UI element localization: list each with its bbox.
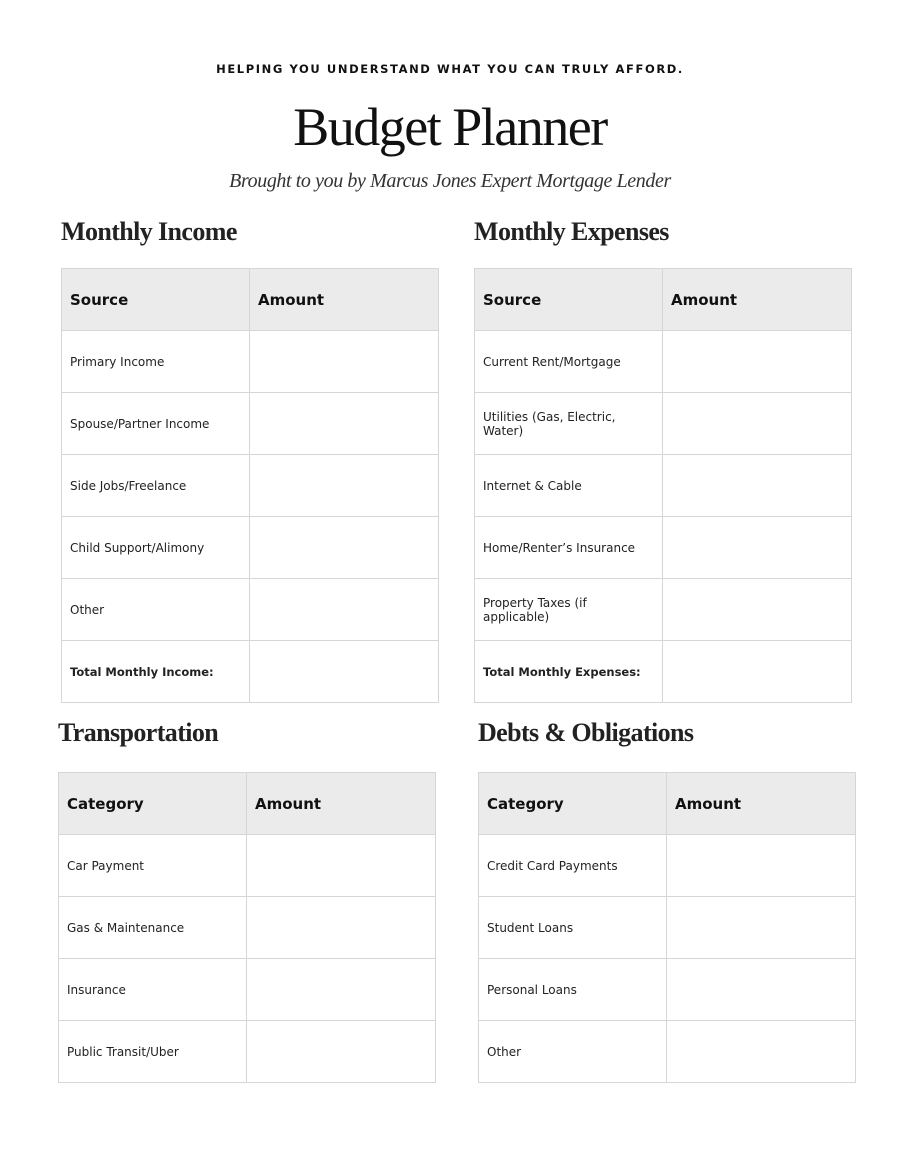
table-row bbox=[59, 835, 436, 897]
income-section bbox=[61, 216, 237, 248]
row-label: Other bbox=[479, 1021, 667, 1083]
debts-section-title: Debts & Obligations bbox=[478, 718, 694, 747]
table-row bbox=[62, 517, 439, 579]
amount-cell[interactable] bbox=[667, 897, 856, 959]
amount-cell[interactable] bbox=[663, 579, 852, 641]
total-label: Total Monthly Income: bbox=[62, 641, 250, 703]
row-label: Gas & Maintenance bbox=[59, 897, 247, 959]
income-section-title: Monthly Income bbox=[61, 217, 237, 246]
table-row bbox=[475, 393, 852, 455]
income-table bbox=[61, 268, 439, 703]
table-row bbox=[59, 1021, 436, 1083]
table-row bbox=[62, 455, 439, 517]
column-header-source: Source bbox=[475, 269, 663, 331]
table-header-row bbox=[479, 773, 856, 835]
row-label: Other bbox=[62, 579, 250, 641]
row-label: Utilities (Gas, Electric, Water) bbox=[475, 393, 663, 455]
amount-cell[interactable] bbox=[250, 455, 439, 517]
row-label: Insurance bbox=[59, 959, 247, 1021]
total-label: Total Monthly Expenses: bbox=[475, 641, 663, 703]
table-row bbox=[59, 959, 436, 1021]
transportation-table bbox=[58, 772, 436, 1083]
column-header-category: Category bbox=[59, 773, 247, 835]
table-row bbox=[475, 455, 852, 517]
row-label: Credit Card Payments bbox=[479, 835, 667, 897]
table-row bbox=[479, 959, 856, 1021]
row-label: Car Payment bbox=[59, 835, 247, 897]
total-amount-cell[interactable] bbox=[250, 641, 439, 703]
page-subtitle: Brought to you by Marcus Jones Expert Mortgage Lender bbox=[229, 170, 671, 192]
row-label: Primary Income bbox=[62, 331, 250, 393]
expenses-section-title: Monthly Expenses bbox=[474, 217, 669, 246]
amount-cell[interactable] bbox=[663, 455, 852, 517]
column-header-source: Source bbox=[62, 269, 250, 331]
amount-cell[interactable] bbox=[663, 393, 852, 455]
transportation-section bbox=[58, 717, 218, 749]
column-header-amount: Amount bbox=[250, 269, 439, 331]
amount-cell[interactable] bbox=[250, 331, 439, 393]
expenses-section bbox=[474, 216, 669, 248]
table-row bbox=[475, 517, 852, 579]
total-row bbox=[62, 641, 439, 703]
amount-cell[interactable] bbox=[247, 835, 436, 897]
amount-cell[interactable] bbox=[663, 331, 852, 393]
column-header-amount: Amount bbox=[247, 773, 436, 835]
total-amount-cell[interactable] bbox=[663, 641, 852, 703]
row-label: Spouse/Partner Income bbox=[62, 393, 250, 455]
table-row bbox=[479, 1021, 856, 1083]
row-label: Student Loans bbox=[479, 897, 667, 959]
row-label: Child Support/Alimony bbox=[62, 517, 250, 579]
amount-cell[interactable] bbox=[250, 393, 439, 455]
expenses-table bbox=[474, 268, 852, 703]
row-label: Home/Renter’s Insurance bbox=[475, 517, 663, 579]
row-label: Current Rent/Mortgage bbox=[475, 331, 663, 393]
column-header-category: Category bbox=[479, 773, 667, 835]
table-row bbox=[479, 897, 856, 959]
tagline: HELPING YOU UNDERSTAND WHAT YOU CAN TRULY AFFORD. bbox=[216, 62, 684, 76]
table-header-row bbox=[59, 773, 436, 835]
amount-cell[interactable] bbox=[247, 897, 436, 959]
table-header-row bbox=[62, 269, 439, 331]
total-row bbox=[475, 641, 852, 703]
amount-cell[interactable] bbox=[250, 517, 439, 579]
row-label: Side Jobs/Freelance bbox=[62, 455, 250, 517]
amount-cell[interactable] bbox=[250, 579, 439, 641]
amount-cell[interactable] bbox=[667, 835, 856, 897]
amount-cell[interactable] bbox=[663, 517, 852, 579]
table-row bbox=[62, 393, 439, 455]
amount-cell[interactable] bbox=[247, 1021, 436, 1083]
debts-section bbox=[478, 717, 693, 749]
table-header-row bbox=[475, 269, 852, 331]
page-title: Budget Planner bbox=[293, 97, 607, 157]
transportation-section-title: Transportation bbox=[58, 718, 219, 747]
column-header-amount: Amount bbox=[663, 269, 852, 331]
table-row bbox=[62, 331, 439, 393]
amount-cell[interactable] bbox=[247, 959, 436, 1021]
row-label: Personal Loans bbox=[479, 959, 667, 1021]
amount-cell[interactable] bbox=[667, 959, 856, 1021]
row-label: Internet & Cable bbox=[475, 455, 663, 517]
debts-table bbox=[478, 772, 856, 1083]
amount-cell[interactable] bbox=[667, 1021, 856, 1083]
table-row bbox=[59, 897, 436, 959]
row-label: Public Transit/Uber bbox=[59, 1021, 247, 1083]
table-row bbox=[475, 331, 852, 393]
table-row bbox=[62, 579, 439, 641]
row-label: Property Taxes (if applicable) bbox=[475, 579, 663, 641]
column-header-amount: Amount bbox=[667, 773, 856, 835]
table-row bbox=[479, 835, 856, 897]
table-row bbox=[475, 579, 852, 641]
